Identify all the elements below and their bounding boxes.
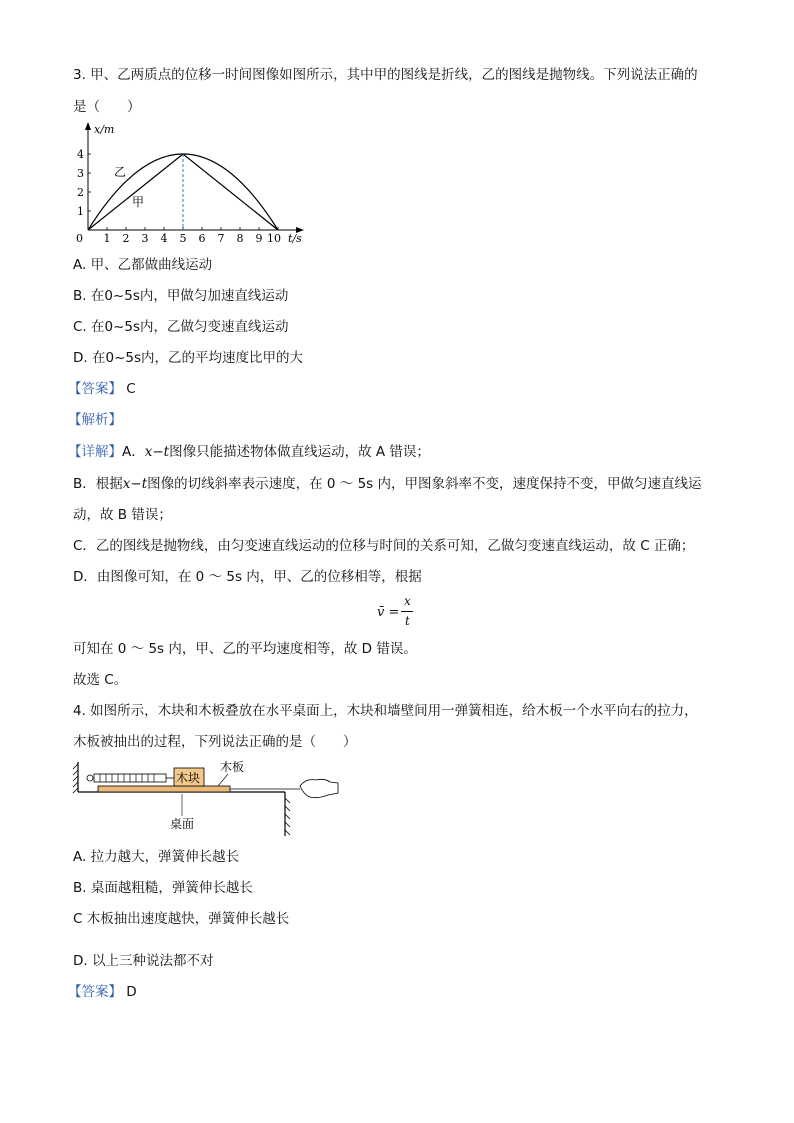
answer-tag: 【答案】 [68,984,122,1000]
x-tick: 3 [141,232,149,245]
q4-option-c: C 木板抽出速度越快，弹簧伸长越长 [73,911,290,927]
x-tick: 6 [198,232,206,245]
x-tick: 9 [255,232,263,245]
wooden-board [98,786,230,792]
x-tick: 8 [236,232,244,245]
q3-stem-line2: 是（ ） [73,99,141,115]
q3-stem-line1: 3. 甲、乙两质点的位移一时间图像如图所示，其中甲的图线是折线，乙的图线是抛物线。下列说法正确的 [73,67,698,83]
q4-option-b: B. 桌面越粗糙，弹簧伸长越长 [73,880,253,896]
q3-detail-d2: 可知在 0 ～ 5s 内，甲、乙的平均速度相等，故 D 错误。 [73,641,417,657]
q3-xt-graph [70,120,310,248]
x-tick: 5 [179,232,187,245]
x-axis-label: t/s [288,232,302,245]
q4-answer [68,983,137,1001]
q4-spring-board-figure [70,756,340,840]
q4-option-d: D. 以上三种说法都不对 [73,953,214,969]
y-tick: 3 [77,167,84,180]
q3-option-d: D. 在0~5s内，乙的平均速度比甲的大 [73,350,304,366]
answer-value: C [126,381,136,397]
origin-label: 0 [76,232,83,245]
board-label: 木板 [220,760,245,774]
q4-stem-line1: 4. 如图所示，木块和木板叠放在水平桌面上，木块和墙壁间用一弹簧相连，给木板一个水平向右的拉力， [73,703,698,719]
hand-icon [300,779,338,797]
label-jia: 甲 [132,195,145,209]
average-velocity-formula: v̄ = x t [377,594,437,634]
q4-stem-line2: 木板被抽出的过程，下列说法正确的是（ ） [73,734,357,750]
table-label: 桌面 [170,817,195,831]
q3-analysis-tag: 【解析】 [68,412,122,428]
y-tick: 2 [77,186,84,199]
y-tick: 4 [77,148,84,161]
q3-option-a: A. 甲、乙都做曲线运动 [73,257,213,273]
q3-detail-b: B．根据x−t图像的切线斜率表示速度，在 0 ～ 5s 内，甲图象斜率不变，速度保持不变，甲做匀速直线运 [73,476,702,492]
q3-conclusion: 故选 C。 [73,672,128,688]
answer-tag: 【答案】 [68,381,122,397]
x-tick: 10 [267,232,281,245]
y-tick: 1 [77,205,84,218]
q4-option-a: A. 拉力越大，弹簧伸长越长 [73,849,240,865]
x-tick: 7 [217,232,225,245]
q3-answer [68,380,136,398]
q3-detail-a: 【详解】A．x−t图像只能描述物体做直线运动，故 A 错误； [68,444,430,460]
q3-detail-d: D．由图像可知，在 0 ～ 5s 内，甲、乙的位移相等，根据 [73,569,422,585]
label-yi: 乙 [114,165,127,179]
x-tick: 1 [103,232,111,245]
x-tick: 4 [160,232,168,245]
q3-detail-b2: 动，故 B 错误； [73,507,172,523]
q3-option-b: B. 在0~5s内，甲做匀加速直线运动 [73,288,289,304]
q3-option-c: C. 在0~5s内，乙做匀变速直线运动 [73,319,289,335]
answer-value: D [126,984,137,1000]
detail-tag: 【详解】 [68,444,122,460]
q3-detail-c: C．乙的图线是抛物线，由匀变速直线运动的位移与时间的关系可知，乙做匀变速直线运动，故 C 正确； [73,538,695,554]
block-label: 木块 [176,771,201,785]
x-tick: 2 [122,232,130,245]
y-axis-label: x/m [94,123,115,136]
